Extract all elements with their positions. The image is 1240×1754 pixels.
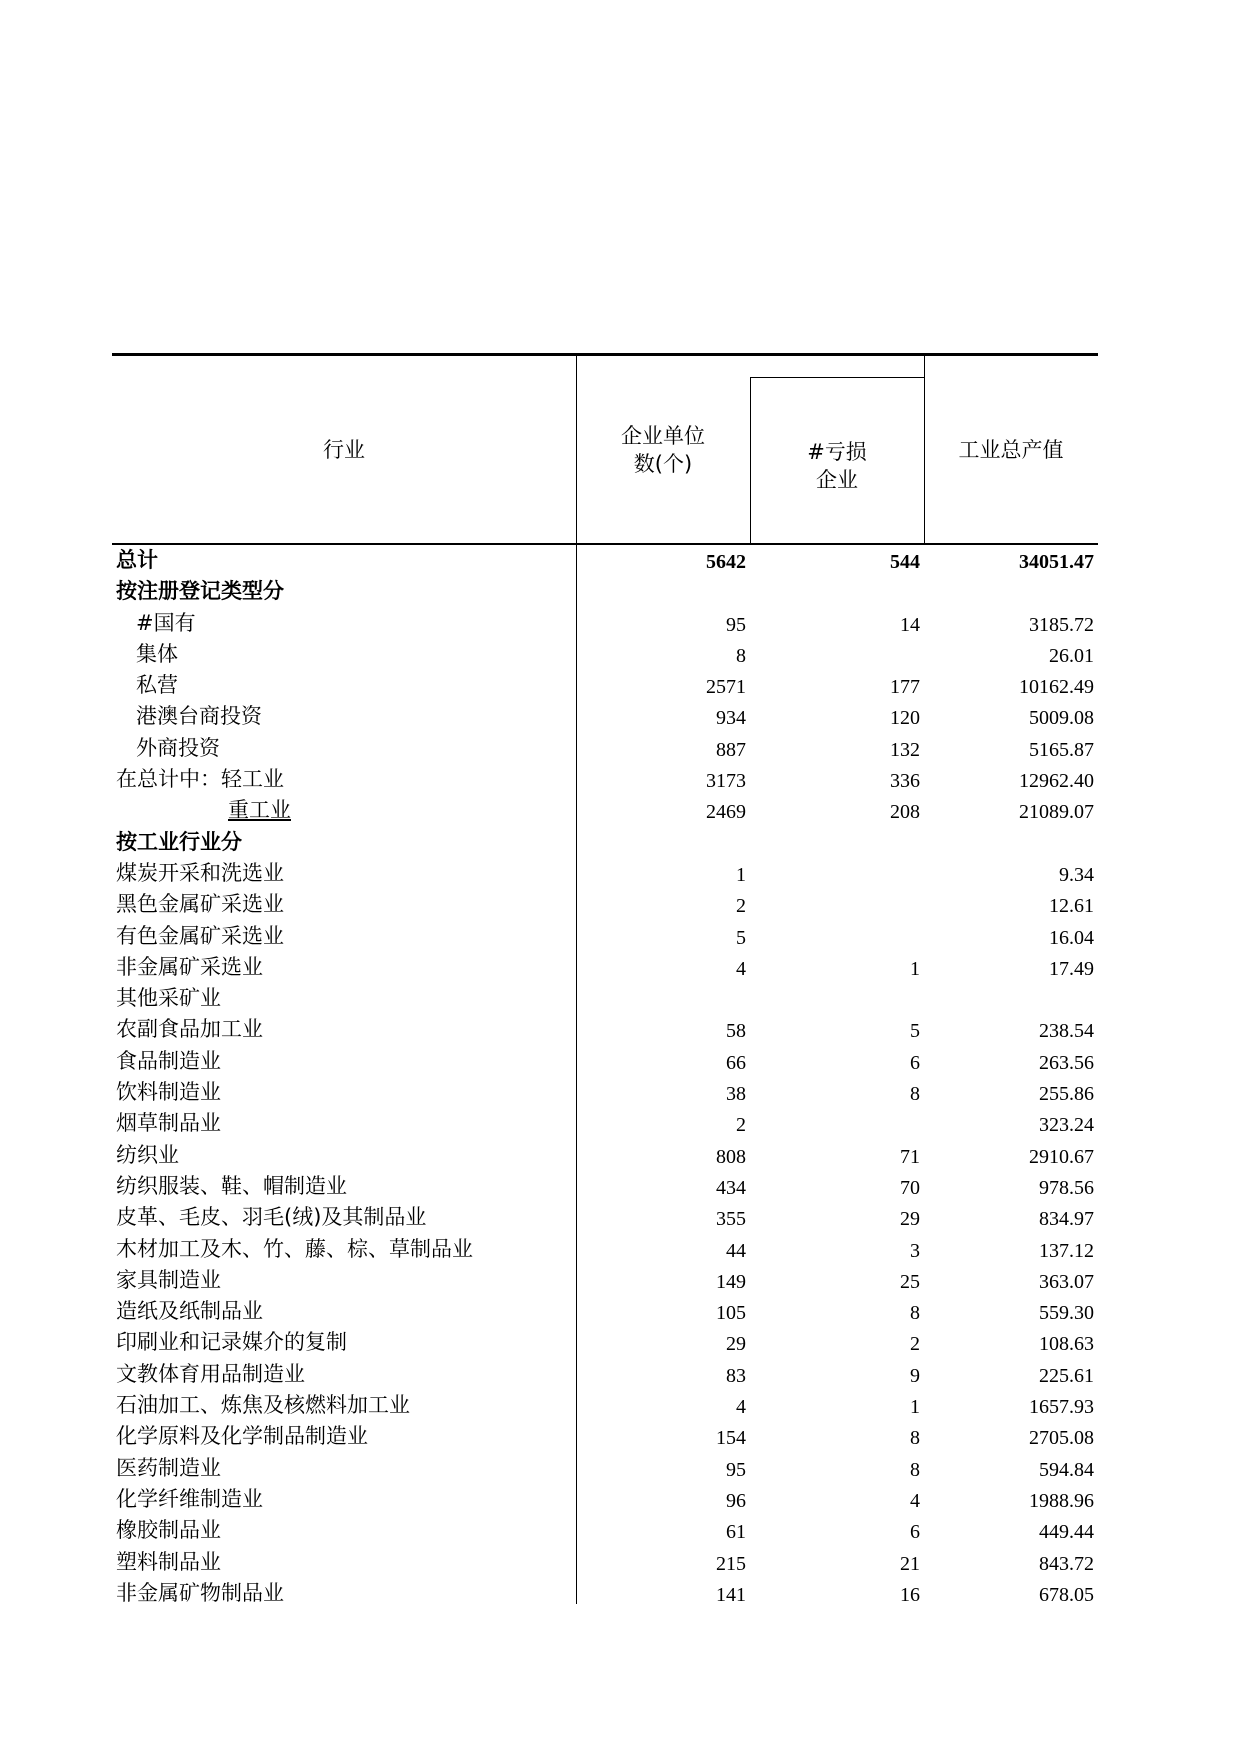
output-cell: 834.97 <box>1039 1208 1094 1231</box>
output-cell: 16.04 <box>1049 926 1094 949</box>
units-cell: 58 <box>726 1020 746 1043</box>
table-row <box>112 1140 1098 1171</box>
row-label: 总计 <box>116 548 158 572</box>
output-cell: 2910.67 <box>1029 1145 1094 1168</box>
row-label: 非金属矿采选业 <box>116 954 263 979</box>
row-label: #国有 <box>136 610 196 635</box>
output-cell: 1657.93 <box>1029 1396 1094 1419</box>
header-industry <box>112 356 576 543</box>
row-label: 塑料制品业 <box>116 1549 221 1574</box>
units-cell: 96 <box>726 1489 746 1512</box>
table-row <box>112 1484 1098 1515</box>
loss-cell: 4 <box>910 1489 920 1512</box>
table-row <box>112 1390 1098 1421</box>
table-row <box>112 1265 1098 1296</box>
row-label: 纺织服装、鞋、帽制造业 <box>116 1173 347 1198</box>
table-row <box>112 1046 1098 1077</box>
loss-cell: 6 <box>910 1051 920 1074</box>
output-cell: 363.07 <box>1039 1270 1094 1293</box>
units-cell: 808 <box>716 1145 746 1168</box>
output-cell: 2705.08 <box>1029 1427 1094 1450</box>
loss-cell: 336 <box>890 770 920 793</box>
table-row <box>112 639 1098 670</box>
table-row <box>112 1421 1098 1452</box>
output-cell: 449.44 <box>1039 1521 1094 1544</box>
header-loss <box>750 378 924 543</box>
header-units-label: 企业单位 数(个) <box>621 424 705 476</box>
row-label: 黑色金属矿采选业 <box>116 892 284 917</box>
units-cell: 2 <box>736 895 746 918</box>
output-cell: 255.86 <box>1039 1083 1094 1106</box>
units-cell: 2571 <box>706 676 746 699</box>
row-label: 医药制造业 <box>116 1455 221 1480</box>
loss-cell: 8 <box>910 1302 920 1325</box>
output-cell: 12962.40 <box>1019 770 1094 793</box>
row-label: 非金属矿物制品业 <box>116 1580 284 1605</box>
loss-cell: 14 <box>900 613 920 636</box>
output-cell: 1988.96 <box>1029 1489 1094 1512</box>
row-label: 有色金属矿采选业 <box>116 923 284 948</box>
table-row <box>112 608 1098 639</box>
row-label: 烟草制品业 <box>116 1111 221 1136</box>
table-row <box>112 858 1098 889</box>
row-label: 按注册登记类型分 <box>116 579 284 604</box>
loss-cell: 6 <box>910 1521 920 1544</box>
output-cell: 323.24 <box>1039 1114 1094 1137</box>
table-row <box>112 1578 1098 1609</box>
loss-cell: 8 <box>910 1083 920 1106</box>
output-cell: 10162.49 <box>1019 676 1094 699</box>
row-label: 饮料制造业 <box>116 1080 221 1105</box>
header-units <box>576 356 750 543</box>
table-row <box>112 1171 1098 1202</box>
row-label: 私营 <box>136 673 178 698</box>
row-label: 农副食品加工业 <box>116 1017 263 1042</box>
output-cell: 225.61 <box>1039 1364 1094 1387</box>
row-label: 石油加工、炼焦及核燃料加工业 <box>116 1393 410 1418</box>
header-industry-label: 行业 <box>323 437 365 462</box>
table-row <box>112 1296 1098 1327</box>
units-cell: 1 <box>736 863 746 886</box>
units-cell: 83 <box>726 1364 746 1387</box>
row-label: 皮革、毛皮、羽毛(绒)及其制品业 <box>116 1205 427 1230</box>
table-body <box>112 545 1098 1609</box>
table-row <box>112 1234 1098 1265</box>
output-cell: 594.84 <box>1039 1458 1094 1481</box>
output-cell: 5009.08 <box>1029 707 1094 730</box>
loss-cell: 1 <box>910 957 920 980</box>
units-cell: 95 <box>726 1458 746 1481</box>
units-cell: 141 <box>716 1583 746 1606</box>
row-label: 港澳台商投资 <box>136 704 262 729</box>
units-cell: 8 <box>736 644 746 667</box>
table-row <box>112 827 1098 858</box>
loss-cell: 120 <box>890 707 920 730</box>
output-cell: 9.34 <box>1059 863 1094 886</box>
units-cell: 149 <box>716 1270 746 1293</box>
row-label: 造纸及纸制品业 <box>116 1299 263 1324</box>
units-cell: 355 <box>716 1208 746 1231</box>
loss-cell: 9 <box>910 1364 920 1387</box>
units-cell: 105 <box>716 1302 746 1325</box>
row-label: 印刷业和记录媒介的复制 <box>116 1330 347 1355</box>
row-label: 文教体育用品制造业 <box>116 1361 305 1386</box>
header-output <box>924 356 1098 543</box>
output-cell: 137.12 <box>1039 1239 1094 1262</box>
output-cell: 34051.47 <box>1019 551 1094 573</box>
units-cell: 3173 <box>706 770 746 793</box>
units-cell: 934 <box>716 707 746 730</box>
output-cell: 108.63 <box>1039 1333 1094 1356</box>
row-label: 集体 <box>136 641 178 666</box>
header-output-label: 工业总产值 <box>958 437 1064 462</box>
table-row <box>112 733 1098 764</box>
table-row <box>112 1327 1098 1358</box>
units-cell: 887 <box>716 738 746 761</box>
table-row <box>112 1014 1098 1045</box>
units-cell: 95 <box>726 613 746 636</box>
table-row <box>112 1453 1098 1484</box>
row-label: 食品制造业 <box>116 1048 221 1073</box>
row-label: 木材加工及木、竹、藤、棕、草制品业 <box>116 1236 473 1261</box>
loss-cell: 177 <box>890 676 920 699</box>
loss-cell: 544 <box>890 551 920 573</box>
table-row <box>112 1108 1098 1139</box>
table-row <box>112 576 1098 607</box>
output-cell: 12.61 <box>1049 895 1094 918</box>
loss-cell: 2 <box>910 1333 920 1356</box>
loss-cell: 132 <box>890 738 920 761</box>
row-label: 家具制造业 <box>116 1267 221 1292</box>
table-row <box>112 1547 1098 1578</box>
row-label: 化学纤维制造业 <box>116 1486 263 1511</box>
units-cell: 5 <box>736 926 746 949</box>
table-row <box>112 1202 1098 1233</box>
loss-cell: 8 <box>910 1427 920 1450</box>
row-label: 重工业 <box>228 798 291 823</box>
output-cell: 978.56 <box>1039 1176 1094 1199</box>
row-label: 其他采矿业 <box>116 986 221 1011</box>
table-row <box>112 1515 1098 1546</box>
table-row <box>112 701 1098 732</box>
table-row <box>112 889 1098 920</box>
loss-cell: 208 <box>890 801 920 824</box>
loss-cell: 71 <box>900 1145 920 1168</box>
table-row <box>112 1359 1098 1390</box>
row-label: 外商投资 <box>136 735 220 760</box>
row-label: 纺织业 <box>116 1142 179 1167</box>
output-cell: 26.01 <box>1049 644 1094 667</box>
units-cell: 5642 <box>706 551 746 573</box>
output-cell: 5165.87 <box>1029 738 1094 761</box>
units-cell: 4 <box>736 1396 746 1419</box>
units-cell: 38 <box>726 1083 746 1106</box>
header-loss-label: #亏损 企业 <box>807 440 867 492</box>
row-label: 煤炭开采和洗选业 <box>116 860 284 885</box>
row-label: 按工业行业分 <box>116 829 242 854</box>
table-row <box>112 952 1098 983</box>
output-cell: 21089.07 <box>1019 801 1094 824</box>
output-cell: 263.56 <box>1039 1051 1094 1074</box>
row-label: 橡胶制品业 <box>116 1518 221 1543</box>
output-cell: 678.05 <box>1039 1583 1094 1606</box>
units-cell: 61 <box>726 1521 746 1544</box>
loss-cell: 29 <box>900 1208 920 1231</box>
units-cell: 44 <box>726 1239 746 1262</box>
loss-cell: 21 <box>900 1552 920 1575</box>
output-cell: 843.72 <box>1039 1552 1094 1575</box>
table-row <box>112 1077 1098 1108</box>
units-cell: 66 <box>726 1051 746 1074</box>
loss-cell: 8 <box>910 1458 920 1481</box>
units-cell: 154 <box>716 1427 746 1450</box>
table-row <box>112 545 1098 576</box>
loss-cell: 16 <box>900 1583 920 1606</box>
table-row <box>112 795 1098 826</box>
output-cell: 238.54 <box>1039 1020 1094 1043</box>
units-cell: 4 <box>736 957 746 980</box>
loss-cell: 3 <box>910 1239 920 1262</box>
table-row <box>112 983 1098 1014</box>
units-cell: 215 <box>716 1552 746 1575</box>
row-label: 化学原料及化学制品制造业 <box>116 1424 368 1449</box>
table-row <box>112 670 1098 701</box>
loss-cell: 1 <box>910 1396 920 1419</box>
output-cell: 559.30 <box>1039 1302 1094 1325</box>
loss-cell: 70 <box>900 1176 920 1199</box>
output-cell: 17.49 <box>1049 957 1094 980</box>
units-cell: 2 <box>736 1114 746 1137</box>
units-cell: 29 <box>726 1333 746 1356</box>
loss-cell: 5 <box>910 1020 920 1043</box>
table-row <box>112 764 1098 795</box>
row-label: 在总计中：轻工业 <box>116 767 284 792</box>
units-cell: 2469 <box>706 801 746 824</box>
loss-cell: 25 <box>900 1270 920 1293</box>
units-cell: 434 <box>716 1176 746 1199</box>
table-row <box>112 921 1098 952</box>
output-cell: 3185.72 <box>1029 613 1094 636</box>
